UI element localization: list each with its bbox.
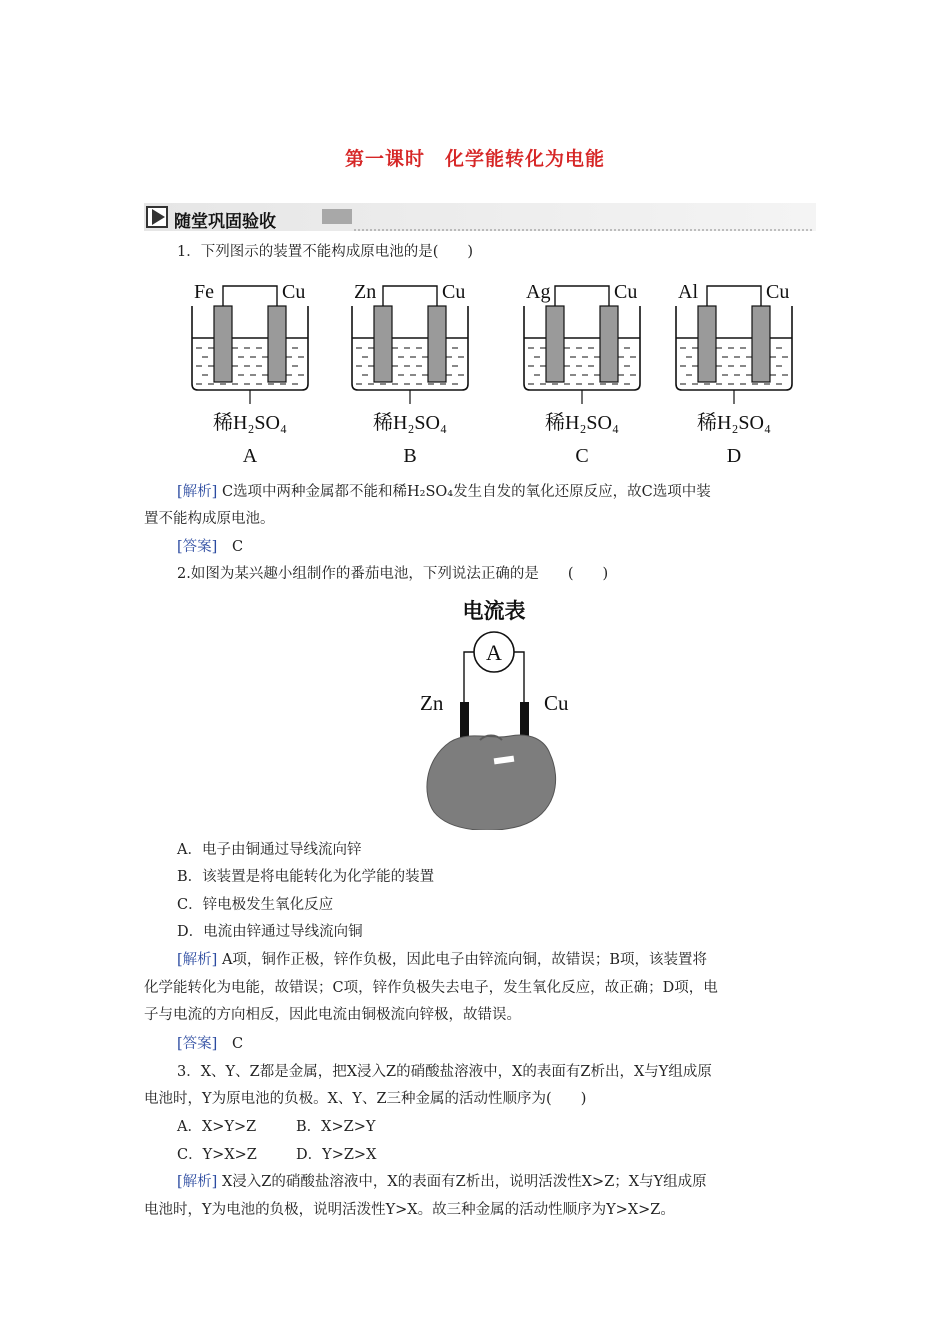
electrode-label-right: Cu	[442, 281, 466, 303]
q2-analysis-line-2: 化学能转化为电能，故错误；C项，锌作负极失去电子，发生氧化反应，故正确；D项，电	[144, 980, 718, 996]
q2-stem: 2.如图为某兴趣小组制作的番茄电池，下列说法正确的是 ( )	[177, 566, 609, 582]
electrode-left	[374, 306, 392, 382]
q1-answer: [答案] C	[177, 539, 244, 555]
electrode-label-left: Zn	[354, 281, 377, 303]
cell-d	[676, 281, 792, 467]
q1-cells-figure	[180, 276, 800, 472]
q1-analysis-line-1: [解析] C选项中两种金属都不能和稀H₂SO₄发生自发的氧化还原反应，故C选项中装	[177, 484, 711, 500]
q1-analysis-line-2: 置不能构成原电池。	[144, 511, 275, 527]
electrode-left	[698, 306, 716, 382]
solution-label: 稀H₂SO₄	[697, 412, 771, 434]
analysis-tag: [解析]	[177, 952, 218, 968]
answer-tag: [答案]	[177, 539, 218, 555]
meter-title: 电流表	[462, 599, 526, 623]
q3-stem-line-2: 电池时，Y为原电池的负极。X、Y、Z三种金属的活动性顺序为( )	[144, 1091, 587, 1107]
electrode-right	[268, 306, 286, 382]
q3-analysis-line-2: 电池时，Y为电池的负极，说明活泼性Y>X。故三种金属的活动性顺序为Y>X>Z。	[144, 1202, 675, 1218]
q2-option-d: D．电流由锌通过导线流向铜	[177, 924, 363, 940]
tomato-battery-figure	[410, 590, 570, 830]
q3-option-a: A．X>Y>Z	[177, 1119, 257, 1135]
answer-tag: [答案]	[177, 1036, 218, 1052]
analysis-tag: [解析]	[177, 484, 218, 500]
q2-option-c: C．锌电极发生氧化反应	[177, 897, 334, 913]
tomato-icon	[427, 735, 556, 830]
section-banner	[144, 200, 816, 234]
cell-b	[352, 281, 468, 467]
q2-answer: [答案] C	[177, 1036, 244, 1052]
solution-label: 稀H₂SO₄	[213, 412, 287, 434]
electrode-label-left: Al	[678, 281, 698, 303]
electrode-left	[546, 306, 564, 382]
q3-analysis-line-1: [解析] X浸入Z的硝酸盐溶液中，X的表面有Z析出，说明活泼性X>Z；X与Y组成原	[177, 1174, 707, 1190]
svg-text:Zn: Zn	[420, 691, 444, 715]
electrode-label-right: Cu	[282, 281, 306, 303]
cell-a	[192, 281, 308, 467]
electrode-label-left: Ag	[526, 281, 551, 303]
cell-letter: A	[242, 445, 258, 467]
electrode-left	[214, 306, 232, 382]
banner-title: 随堂巩固验收	[174, 212, 276, 232]
analysis-tag: [解析]	[177, 1174, 218, 1190]
page-title: 第一课时 化学能转化为电能	[344, 148, 605, 170]
q2-analysis-line-1: [解析] A项，铜作正极，锌作负极，因此电子由锌流向铜，故错误；B项，该装置将	[177, 952, 708, 968]
q3-option-b: B．X>Z>Y	[296, 1119, 376, 1135]
solution-label: 稀H₂SO₄	[373, 412, 447, 434]
svg-text:Cu: Cu	[544, 691, 569, 715]
q2-option-b: B．该装置是将电能转化为化学能的装置	[177, 869, 435, 885]
q3-stem-line-1: 3．X、Y、Z都是金属，把X浸入Z的硝酸盐溶液中，X的表面有Z析出，X与Y组成原	[177, 1064, 712, 1080]
electrode-right	[752, 306, 770, 382]
electrode-right	[428, 306, 446, 382]
electrode-label-right: Cu	[766, 281, 790, 303]
electrode-label-right: Cu	[614, 281, 638, 303]
q2-analysis-line-3: 子与电流的方向相反，因此电流由铜极流向锌极，故错误。	[144, 1007, 521, 1023]
q3-option-d: D．Y>Z>X	[296, 1147, 377, 1163]
electrode-label-left: Fe	[194, 281, 214, 303]
cell-c	[524, 281, 640, 467]
q2-option-a: A．电子由铜通过导线流向锌	[177, 842, 362, 858]
solution-label: 稀H₂SO₄	[545, 412, 619, 434]
q1-stem: 1．下列图示的装置不能构成原电池的是( )	[177, 244, 474, 260]
q3-option-c: C．Y>X>Z	[177, 1147, 257, 1163]
electrode-right	[600, 306, 618, 382]
cell-letter: D	[726, 445, 742, 467]
svg-text:A: A	[486, 640, 502, 665]
cell-letter: B	[403, 445, 417, 467]
cell-letter: C	[575, 445, 589, 467]
